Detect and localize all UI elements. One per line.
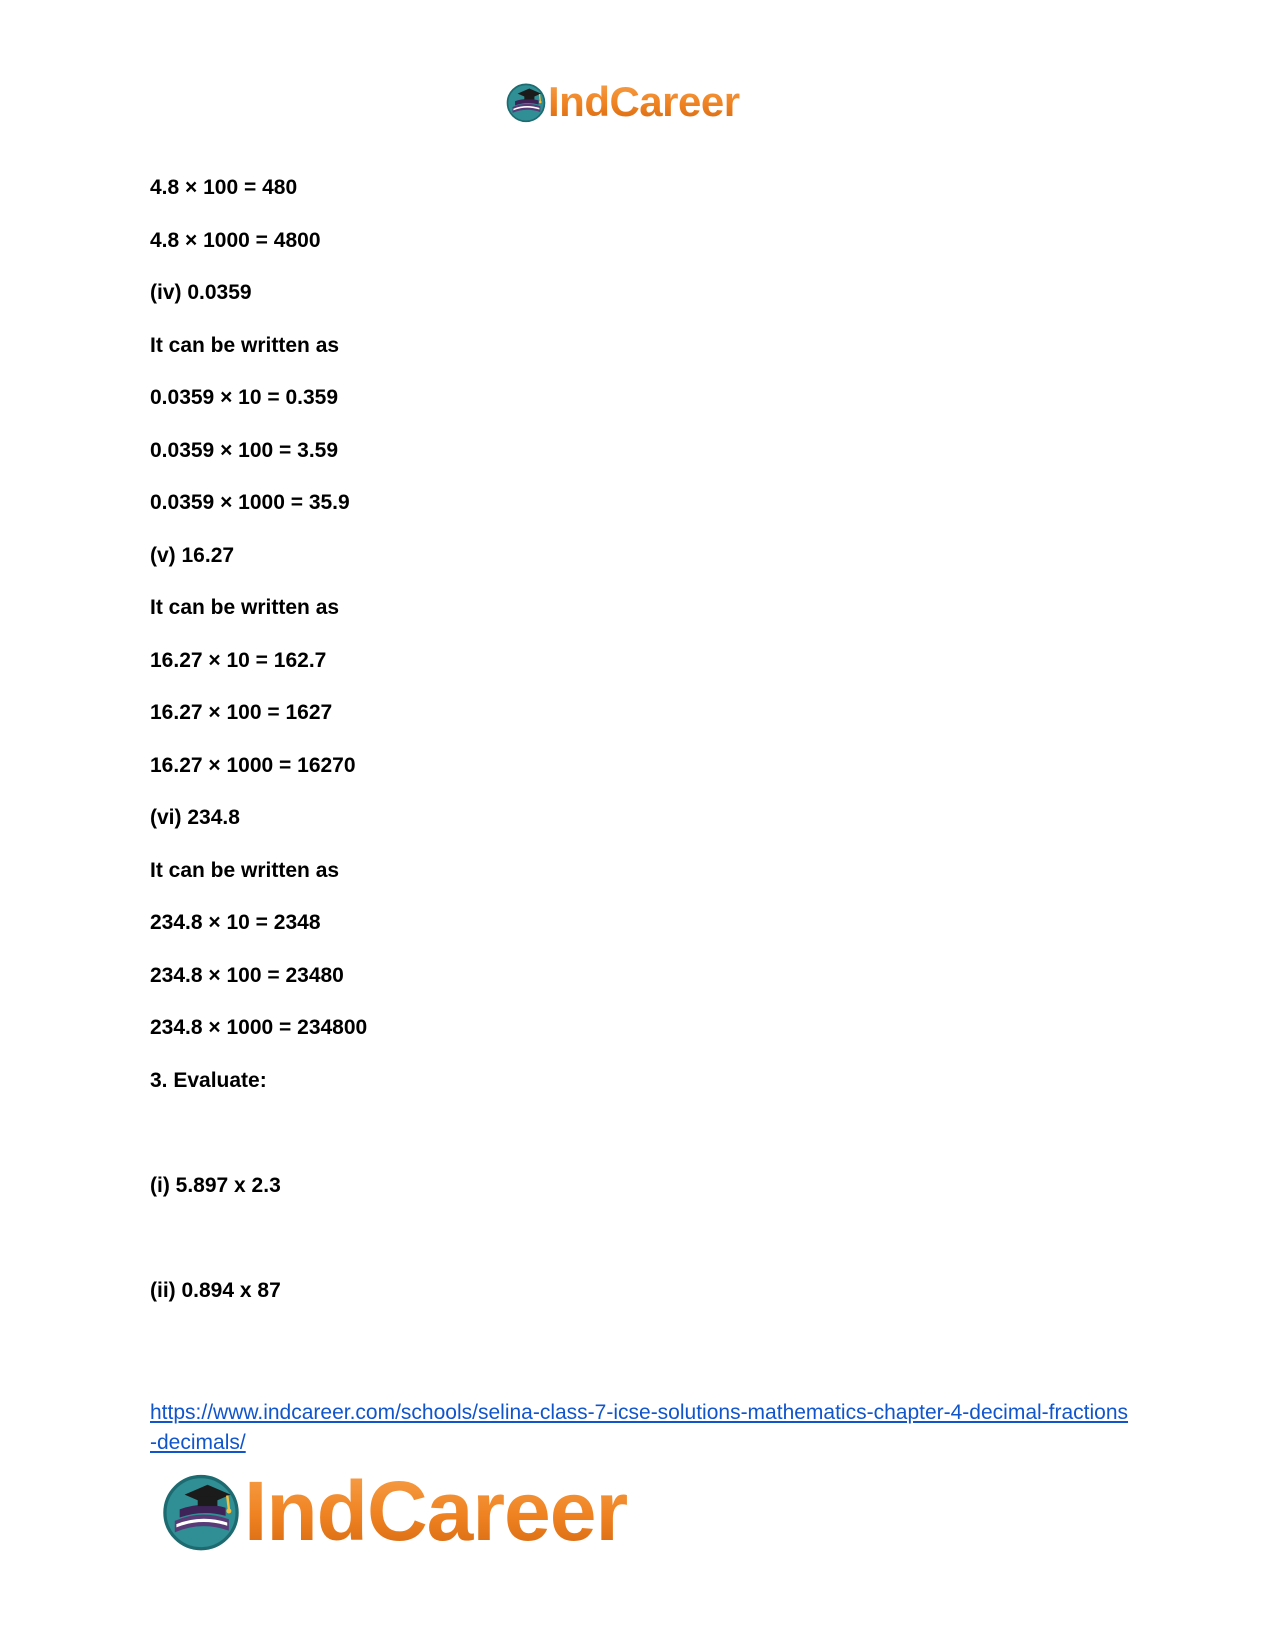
text-line: 234.8 × 100 = 23480: [150, 964, 344, 987]
text-line: 16.27 × 1000 = 16270: [150, 754, 356, 777]
source-link[interactable]: https://www.indcareer.com/schools/selina-class-7-icse-solutions-mathematics-chapter-4-decimal-fractions-decimals/: [150, 1401, 1129, 1454]
text-line: 16.27 × 10 = 162.7: [150, 649, 327, 672]
text-line: 0.0359 × 10 = 0.359: [150, 386, 339, 409]
question-item: (i) 5.897 x 2.3: [150, 1174, 281, 1197]
text-line: It can be written as: [150, 334, 340, 357]
header-logo-text: IndCareer: [548, 78, 740, 125]
text-line: 234.8 × 1000 = 234800: [150, 1016, 368, 1039]
indcareer-logo-icon: [160, 1470, 242, 1552]
text-line: (v) 16.27: [150, 544, 235, 567]
question-item: (ii) 0.894 x 87: [150, 1279, 281, 1302]
text-line: It can be written as: [150, 596, 340, 619]
footer-logo-text: IndCareer: [244, 1464, 628, 1558]
text-line: (vi) 234.8: [150, 806, 240, 829]
text-line: 0.0359 × 1000 = 35.9: [150, 491, 350, 514]
text-line: (iv) 0.0359: [150, 281, 252, 304]
section-heading: 3. Evaluate:: [150, 1069, 267, 1092]
text-line: 4.8 × 1000 = 4800: [150, 229, 321, 252]
indcareer-logo-icon: [505, 81, 547, 123]
text-line: 4.8 × 100 = 480: [150, 176, 298, 199]
footer-logo: [160, 1466, 627, 1556]
text-line: 234.8 × 10 = 2348: [150, 911, 321, 934]
header-logo: [505, 78, 740, 126]
text-line: 16.27 × 100 = 1627: [150, 701, 333, 724]
text-line: It can be written as: [150, 859, 340, 882]
text-line: 0.0359 × 100 = 3.59: [150, 439, 339, 462]
